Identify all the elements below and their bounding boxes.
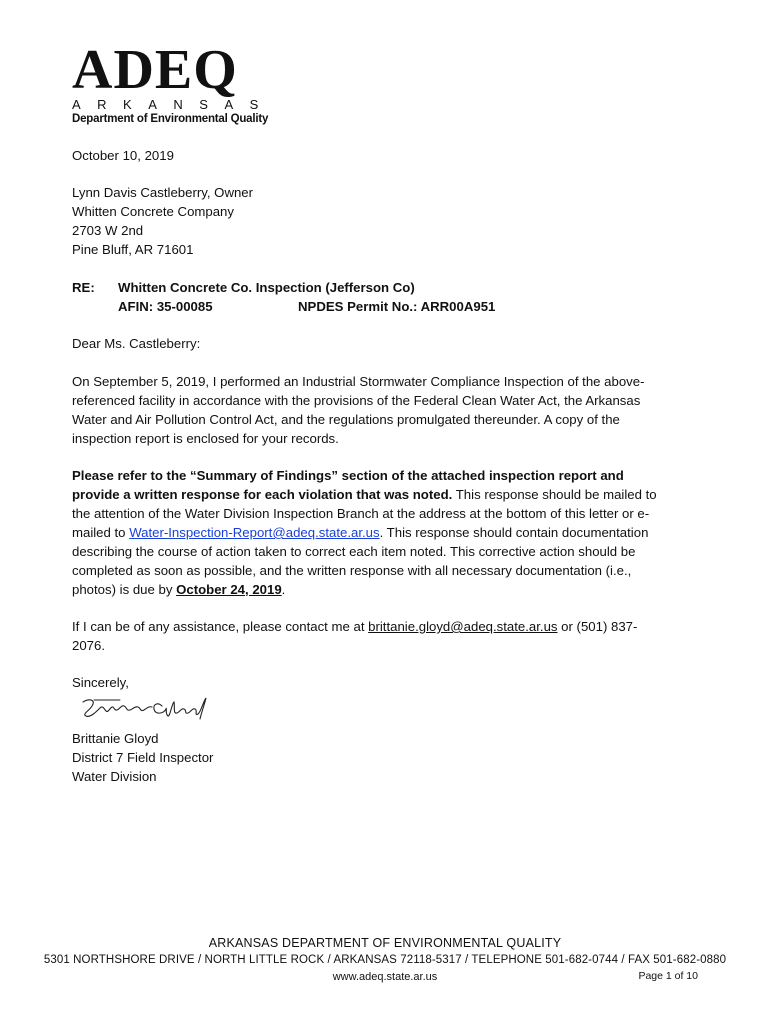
paragraph-line: describing the course of action taken to correct each item noted. This corrective action should be (72, 544, 636, 559)
adeq-logo (72, 39, 282, 128)
paragraph-line: the attention of the Water Division Inspection Branch at the address at the bottom of this letter or e- (72, 506, 650, 521)
footer-website[interactable]: www.adeq.state.ar.us (332, 971, 438, 983)
paragraph-line: Please refer to the “Summary of Findings” section of the attached inspection report and (72, 468, 624, 483)
text-span: This response should be mailed to (452, 487, 657, 502)
paragraph-line (72, 523, 698, 542)
recipient-address (72, 183, 698, 259)
re-permit: NPDES Permit No.: ARR00A951 (298, 299, 496, 314)
handwritten-signature (80, 694, 210, 724)
footer-address: 5301 NORTHSHORE DRIVE / NORTH LITTLE ROCK / ARKANSAS 72118-5317 / TELEPHONE 501-682-0744 / FAX 501-682-0880 (43, 954, 727, 966)
re-label: RE: (72, 280, 95, 295)
paragraph-line: Water and Air Pollution Control Act, and the regulations promulgated thereunder. A copy of the (72, 412, 620, 427)
paragraph-line: On September 5, 2019, I performed an Industrial Stormwater Compliance Inspection of the above- (72, 374, 645, 389)
logo-department: Department of Environmental Quality (72, 113, 269, 125)
paragraph-line: 2076. (72, 638, 106, 653)
text-span: If I can be of any assistance, please contact me at (72, 619, 369, 634)
paragraph-line: referenced facility in accordance with the provisions of the Federal Clean Water Act, the Arkansas (72, 393, 641, 408)
paragraph-line (72, 617, 698, 636)
page-number: Page 1 of 10 (638, 970, 698, 982)
recipient-line: Whitten Concrete Company (72, 204, 234, 219)
recipient-line: 2703 W 2nd (72, 223, 144, 238)
signer-block (72, 729, 698, 786)
paragraph-line (72, 485, 698, 504)
re-subject: Whitten Concrete Co. Inspection (Jefferson Co) (118, 280, 415, 295)
closing: Sincerely, (72, 675, 129, 690)
due-date: October 24, 2019 (176, 582, 282, 597)
logo-state: ARKANSAS (72, 97, 275, 112)
paragraph-findings (72, 466, 698, 599)
letter-date: October 10, 2019 (72, 148, 174, 163)
signer-division: Water Division (72, 769, 157, 784)
footer-organization: ARKANSAS DEPARTMENT OF ENVIRONMENTAL QUALITY (208, 936, 562, 950)
text-span: . This response should contain documentation (379, 525, 649, 540)
paragraph-contact (72, 617, 698, 655)
text-span: photos) is due by (72, 582, 177, 597)
recipient-line: Lynn Davis Castleberry, Owner (72, 185, 254, 200)
signer-title: District 7 Field Inspector (72, 750, 214, 765)
inspector-email-link[interactable]: brittanie.gloyd@adeq.state.ar.us (368, 619, 558, 634)
recipient-line: Pine Bluff, AR 71601 (72, 242, 194, 257)
text-span: mailed to (72, 525, 130, 540)
paragraph-line: completed as soon as possible, and the written response with all necessary documentation (i.e., (72, 563, 632, 578)
bold-instruction: provide a written response for each violation that was noted. (72, 487, 453, 502)
text-span: . (281, 582, 286, 597)
salutation: Dear Ms. Castleberry: (72, 336, 201, 351)
paragraph-inspection (72, 372, 698, 448)
paragraph-line: inspection report is enclosed for your records. (72, 431, 339, 446)
text-span: or (501) 837- (557, 619, 638, 634)
re-afin: AFIN: 35-00085 (118, 299, 213, 314)
inspection-report-email-link[interactable]: Water-Inspection-Report@adeq.state.ar.us (129, 525, 380, 540)
paragraph-line (72, 580, 698, 599)
logo-wordmark: ADEQ (72, 39, 238, 101)
signer-name: Brittanie Gloyd (72, 731, 159, 746)
